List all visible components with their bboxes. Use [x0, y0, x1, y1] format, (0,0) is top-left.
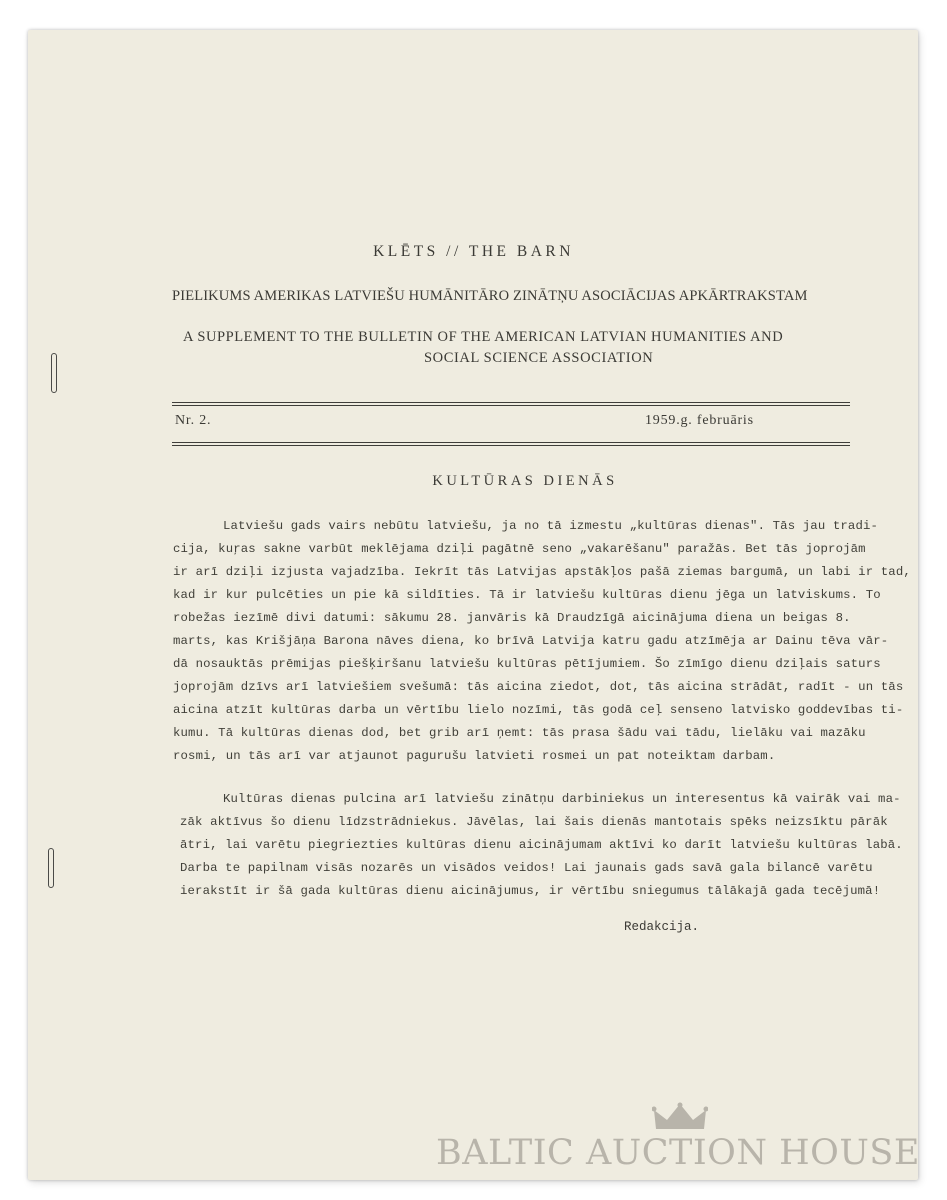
body-line: ierakstīt ir šā gada kultūras dienu aicinājumus, ir vērtību sniegumus tālākajā gada tecējumā!: [180, 884, 881, 898]
body-line: marts, kas Krišjāņa Barona nāves diena, ko brīvā Latvija katru gadu atzīmēja ar Dainu tēva vār-: [173, 634, 889, 648]
body-line: rosmi, un tās arī var atjaunot pagurušu latvieti rosmei un pat noteiktam darbam.: [173, 749, 776, 763]
top-rule-2: [172, 405, 850, 406]
top-rule-1: [172, 402, 850, 403]
latvian-subtitle: PIELIKUMS AMERIKAS LATVIEŠU HUMĀNITĀRO ZINĀTŅU ASOCIĀCIJAS APKĀRTRAKSTAM: [172, 288, 808, 304]
body-line: cija, kuŗas sakne varbūt meklējama dziļi pagātnē seno „vakarēšanu" paražās. Bet tās joprojām: [173, 542, 866, 556]
body-line: ir arī dziļi izjusta vajadzība. Iekrīt tās Latvijas apstākļos pašā ziemas bargumā, un labi ir tad,: [173, 565, 911, 579]
body-line: joprojām dzīvs arī latviešiem svešumā: tās aicina ziedot, dot, tās aicina strādāt, radīt - un tās: [173, 680, 904, 694]
body-line: Darba te papilnam visās nozarēs un visādos veidos! Lai jaunais gads savā gala bilancē varētu: [180, 861, 873, 875]
bottom-rule-2: [172, 445, 850, 446]
staple-top: [51, 353, 57, 393]
article-heading: KULTŪRAS DIENĀS: [432, 473, 618, 489]
bottom-rule-1: [172, 442, 850, 443]
signature: Redakcija.: [624, 920, 700, 934]
publication-title: KLĒTS // THE BARN: [373, 243, 574, 260]
document-page: [28, 30, 918, 1180]
body-line: Latviešu gads vairs nebūtu latviešu, ja no tā izmestu „kultūras dienas". Tās jau tradi-: [223, 519, 879, 533]
english-subtitle-line-1: A SUPPLEMENT TO THE BULLETIN OF THE AMERICAN LATVIAN HUMANITIES AND: [183, 329, 784, 345]
crown-icon: [652, 1102, 708, 1132]
body-line: kad ir kur pulcēties un pie kā sildīties. Tā ir latviešu kultūras dienu jēga un latviskums. To: [173, 588, 881, 602]
body-line: robežas iezīmē divi datumi: sākumu 28. janvāris kā Draudzīgā aicinājuma diena un beigas 8.: [173, 611, 851, 625]
body-line: aicina atzīt kultūras darba un vērtību lielo nozīmi, tās godā ceļ senseno latvisko goddevības ti-: [173, 703, 904, 717]
body-line: Kultūras dienas pulcina arī latviešu zinātņu darbiniekus un interesentus kā vairāk vai ma-: [223, 792, 901, 806]
english-subtitle-line-2: SOCIAL SCIENCE ASSOCIATION: [424, 350, 654, 366]
body-line: ātri, lai varētu piegriezties kultūras dienu aicinājumam aktīvi ko darīt latviešu kultūras labā.: [180, 838, 903, 852]
staple-bottom: [48, 848, 54, 888]
issue-date: 1959.g. februāris: [645, 413, 754, 428]
body-line: zāk aktīvus šo dienu līdzstrādniekus. Jāvēlas, lai šais dienās mantotais spēks neizsīktu pārāk: [180, 815, 888, 829]
body-line: dā nosauktās prēmijas piešķiršanu latviešu kultūras pētījumiem. Šo zīmīgo dienu dziļais saturs: [173, 657, 881, 671]
issue-number: Nr. 2.: [175, 413, 212, 428]
body-line: kumu. Tā kultūras dienas dod, bet grib arī ņemt: tās prasa šādu vai tādu, lielāku vai mazāku: [173, 726, 866, 740]
auction-watermark: BALTIC AUCTION HOUSE: [436, 1133, 920, 1173]
